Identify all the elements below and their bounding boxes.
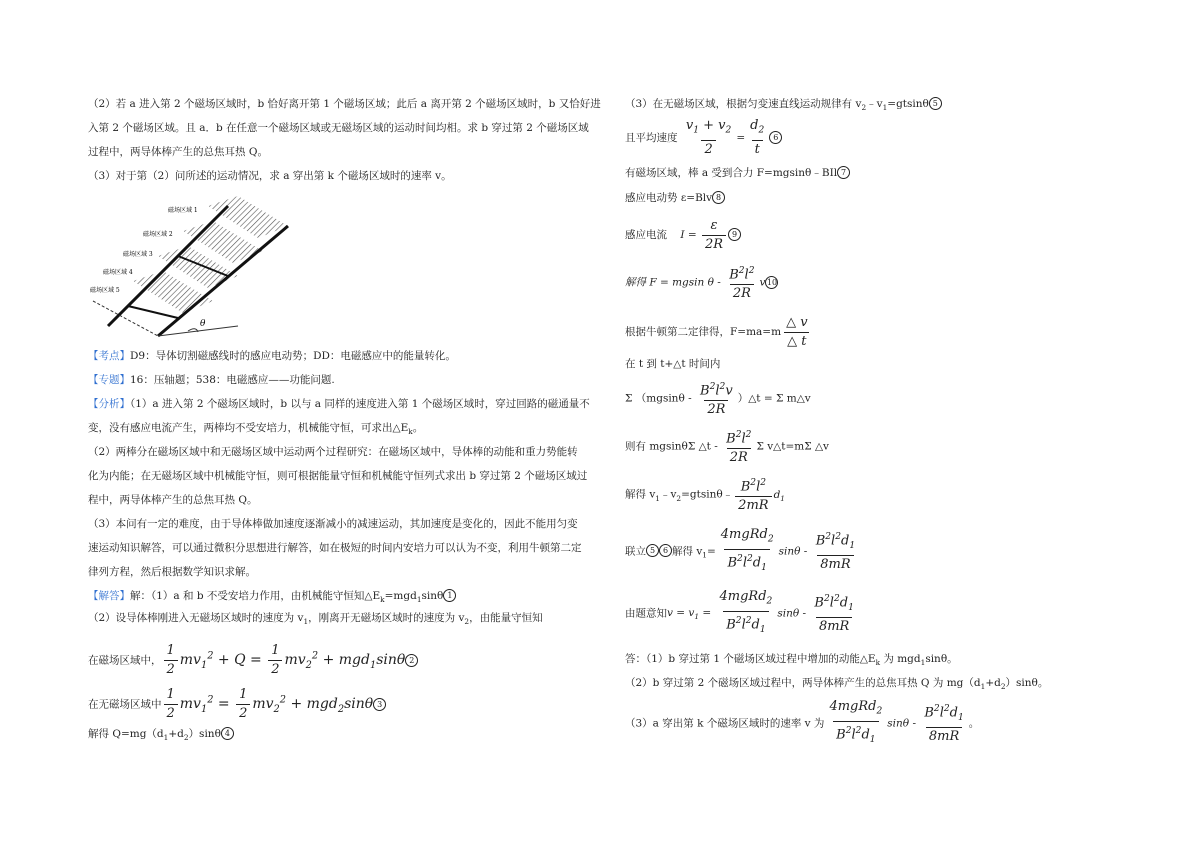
answer-3: （3）a 穿出第 k 个磁场区域时的速率 v 为 $\frac{4mgRd_2}{B^2l^2d_1}$ sinθ - $\frac{B^2l^2d_1}{8mR}$ 。 <box>625 698 979 749</box>
r-interval: 在 t 到 t+△t 时间内 <box>625 358 721 370</box>
r-line-1: （3）在无磁场区域，根据匀变速直线运动规律有 $v_2﹣v_1=gtsin\theta$ 5 <box>625 97 942 115</box>
question-part-2-end: 过程中，两导体棒产生的总焦耳热 Q。 <box>88 146 268 158</box>
r-from: 由题意知$v = v_1$ = $\frac{4mgRd_2}{B^2l^2d_1}$ sinθ - $\frac{B^2l^2d_1}{8mR}$ <box>625 588 859 639</box>
jieda-line-2: （2）设导体棒刚进入无磁场区域时的速度为 $v_1$，刚离开无磁场区域时的速度为 $v_2$，由能量守恒知 <box>88 612 543 627</box>
r-force: 有磁场区域，棒 a 受到合力 F=mgsinθ﹣BIl 7 <box>625 166 850 180</box>
answer-1: 答：（1）b 穿过第 1 个磁场区域过程中增加的动能$\triangle E_k$ 为 mgd$_1$sinθ。 <box>625 653 958 668</box>
fenxi-line-2: （2）两棒分在磁场区域中和无磁场区域中运动两个过程研究：在磁场区域中，导体棒的动能和重力势能转 <box>88 446 578 458</box>
question-part-3: （3）对于第（2）问所述的运动情况，求 a 穿出第 k 个磁场区域时的速率 v。 <box>88 170 452 182</box>
incline-diagram <box>88 186 298 346</box>
equation-1: 在磁场区域中， $\frac{1}{2}$ $mv_1^2 + Q$ = $\frac{1}{2}$ $mv_2^2 + mgd_1\sin\theta$ 2 <box>88 636 418 685</box>
kaodian-line: 【考点】D9：导体切割磁感线时的感应电动势；DD：电磁感应中的能量转化。 <box>88 350 456 362</box>
r-solve2: 解得 $v_1﹣v_2=gtsin\theta﹣$ $\frac{B^2l^2}{2mR}$ $d_1$ <box>625 478 785 514</box>
r-solve-f: 解得 F = mgsin θ - $\frac{B^2l^2}{2R}$ v10 <box>625 266 778 302</box>
zhuanti-line: 【专题】16：压轴题；538：电磁感应——功能问题. <box>88 374 335 386</box>
r-emf: 感应电动势 ε=Blv 8 <box>625 191 725 205</box>
jieda-line-1: 【解答】解：（1）a 和 b 不受安培力作用，由机械能守恒知$\triangle E_k=mgd_1\sin\theta$ 1 <box>88 589 456 607</box>
r-current: 感应电流 I = $\frac{\varepsilon}{2R}$ 9 <box>625 215 741 255</box>
equation-2: 在无磁场区域中 $\frac{1}{2}$ $mv_1^2$ = $\frac{1}{2}$ $mv_2^2 + mgd_2\sin\theta$ 3 <box>88 680 386 729</box>
question-part-2: （2）若 a 进入第 2 个磁场区域时，b 恰好离开第 1 个磁场区域；此后 a 离开第 2 个磁场区域时，b 又恰好进 <box>88 98 601 110</box>
svg-text:磁场区域 2: 磁场区域 2 <box>143 231 173 238</box>
jieda-tag: 【解答】 <box>88 590 130 602</box>
fenxi-line-1b: 变，没有感应电流产生，两棒均不受安培力，机械能守恒，可求出$\triangle E_k$。 <box>88 422 424 437</box>
kaodian-tag: 【考点】 <box>88 350 130 362</box>
magnetic-region-figure <box>88 186 298 346</box>
r-avg-velocity: 且平均速度 $\frac{v_1 + v_2}{2}$ = $\frac{d_2}{t}$ 6 <box>625 117 782 159</box>
fenxi-line-3: （3）本问有一定的难度，由于导体棒做加速度逐渐减小的减速运动，其加速度是变化的，因此不能用匀变 <box>88 518 578 530</box>
r-then: 则有 mgsinθΣ △t - $\frac{B^2l^2}{2R}$ Σ v△t=mΣ △v <box>625 430 829 466</box>
answer-2: （2）b 穿过第 2 个磁场区域过程中，两导体棒产生的总焦耳热 Q 为 $mg(d_1+d_2)\sin\theta$。 <box>625 677 1049 692</box>
rod-b <box>128 306 178 318</box>
svg-text:磁场区域 4: 磁场区域 4 <box>103 269 133 276</box>
r-combine: 联立 5 6 解得 $v_1=$ $\frac{4mgRd_2}{B^2l^2d_1}$ sinθ - $\frac{B^2l^2d_1}{8mR}$ <box>625 526 860 577</box>
zhuanti-tag: 【专题】 <box>88 374 130 386</box>
svg-text:磁场区域 5: 磁场区域 5 <box>90 287 120 294</box>
question-part-2-cont: 入第 2 个磁场区域。且 a．b 在任意一个磁场区域或无磁场区域的运动时间均相。求 b 穿过第 2 个磁场区域 <box>88 122 589 134</box>
fenxi-line-2c: 程中，两导体棒产生的总焦耳热 Q。 <box>88 494 258 506</box>
fenxi-tag: 【分析】 <box>88 398 130 410</box>
svg-text:磁场区域 1: 磁场区域 1 <box>168 207 198 214</box>
fenxi-line-1: 【分析】（1）a 进入第 2 个磁场区域时，b 以与 a 同样的速度进入第 1 个磁场区域时，穿过回路的磁通量不 <box>88 398 590 410</box>
solve-q: 解得 $Q=mg(d_1+d_2)\sin\theta$ 4 <box>88 727 234 745</box>
svg-text:θ: θ <box>200 319 206 329</box>
fenxi-line-2b: 化为内能；在无磁场区域中机械能守恒，则可根据能量守恒和机械能守恒列式求出 b 穿过第 2 个磁场区域过 <box>88 470 588 482</box>
fenxi-line-3b: 速运动知识解答，可以通过微积分思想进行解答，如在极短的时间内安培力可以认为不变，利用牛顿第二定 <box>88 542 582 554</box>
fenxi-line-3c: 律列方程，然后根据数学知识求解。 <box>88 566 256 578</box>
r-sum: Σ （mgsinθ - $\frac{B^2l^2v}{2R}$ ）△t = Σ m△v <box>625 382 811 418</box>
r-newton: 根据牛顿第二定律得，F=ma=m $\frac{\triangle v}{\triangle t}$ <box>625 314 808 349</box>
svg-text:磁场区域 3: 磁场区域 3 <box>123 251 153 258</box>
